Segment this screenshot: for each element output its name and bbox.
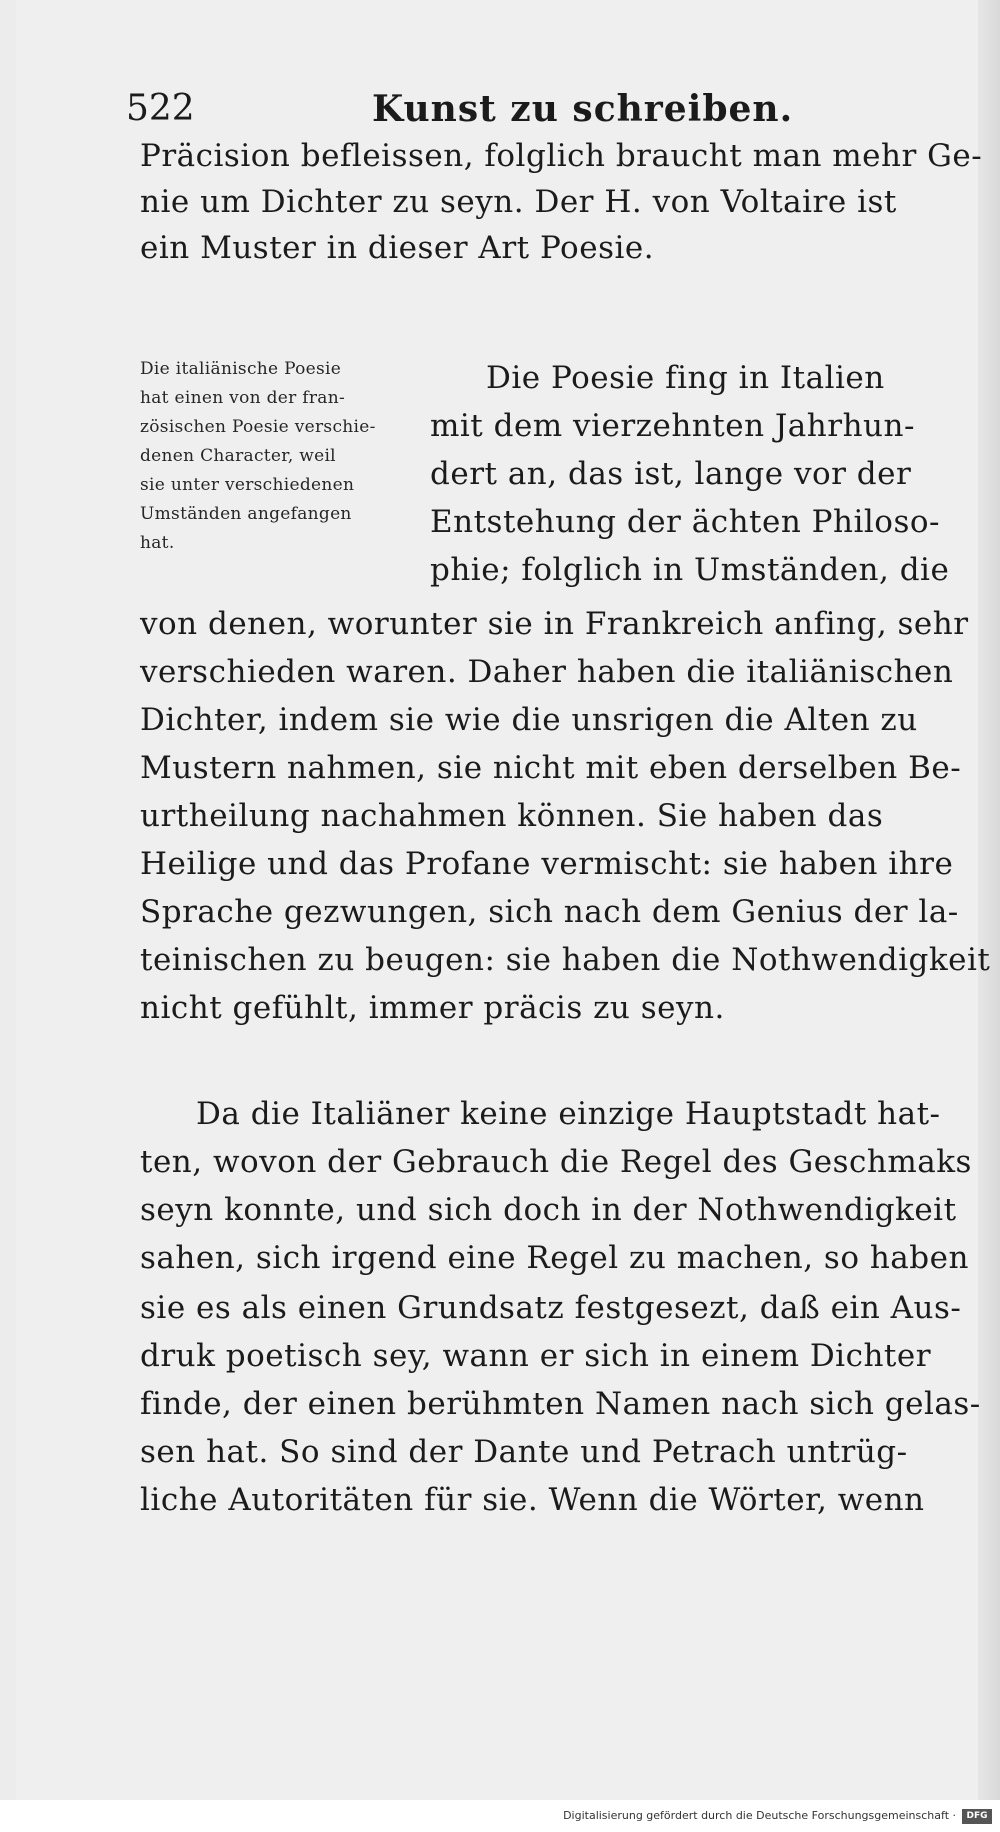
text-line: nicht gefühlt, immer präcis zu seyn. <box>140 990 725 1026</box>
margin-note-line: zösischen Poesie verschie- <box>140 417 376 437</box>
text-line: Da die Italiäner keine einzige Hauptstadt hat- <box>196 1096 941 1132</box>
text-line: Präcision befleissen, folglich braucht man mehr Ge- <box>140 138 983 174</box>
page-number: 522 <box>126 88 195 129</box>
margin-note-line: sie unter verschiedenen <box>140 475 355 495</box>
text-line: von denen, worunter sie in Frankreich anfing, sehr <box>140 606 969 642</box>
text-line: Entstehung der ächten Philoso- <box>430 504 941 540</box>
text-line: Dichter, indem sie wie die unsrigen die Alten zu <box>140 702 918 738</box>
page-header <box>126 88 926 138</box>
text-line: teinischen zu beugen: sie haben die Nothwendigkeit <box>140 942 991 978</box>
text-line: Sprache gezwungen, sich nach dem Genius der la- <box>140 894 959 930</box>
text-line: sen hat. So sind der Dante und Petrach untrüg- <box>140 1434 908 1470</box>
text-line: finde, der einen berühmten Namen nach sich gelas- <box>140 1386 981 1422</box>
margin-note-line: denen Character, weil <box>140 446 336 466</box>
text-line: sie es als einen Grundsatz festgesezt, daß ein Aus- <box>140 1290 962 1326</box>
text-line: seyn konnte, und sich doch in der Nothwendigkeit <box>140 1192 957 1228</box>
margin-note-line: hat einen von der fran- <box>140 388 345 408</box>
digitization-footer <box>0 1800 1000 1832</box>
text-line: ten, wovon der Gebrauch die Regel des Geschmaks <box>140 1144 972 1180</box>
digitization-credit: Digitalisierung gefördert durch die Deutsche Forschungsgemeinschaft · <box>563 1809 956 1822</box>
text-line: liche Autoritäten für sie. Wenn die Wörter, wenn <box>140 1482 925 1518</box>
running-title: Kunst zu schreiben. <box>372 88 794 130</box>
text-line: Die Poesie fing in Italien <box>486 360 885 396</box>
text-line: mit dem vierzehnten Jahrhun- <box>430 408 915 444</box>
text-line: Mustern nahmen, sie nicht mit eben derselben Be- <box>140 750 962 786</box>
margin-note-line: hat. <box>140 533 175 553</box>
text-line: sahen, sich irgend eine Regel zu machen, so haben <box>140 1240 969 1276</box>
margin-note-line: Umständen angefangen <box>140 504 352 524</box>
text-line: Heilige und das Profane vermischt: sie haben ihre <box>140 846 954 882</box>
text-line: ein Muster in dieser Art Poesie. <box>140 230 655 266</box>
text-line: dert an, das ist, lange vor der <box>430 456 912 492</box>
margin-note <box>140 355 410 558</box>
text-line: urtheilung nachahmen können. Sie haben das <box>140 798 884 834</box>
page-edge <box>978 0 1000 1800</box>
text-line: phie; folglich in Umständen, die <box>430 552 950 588</box>
text-line: verschieden waren. Daher haben die italiänischen <box>140 654 954 690</box>
margin-note-line: Die italiänische Poesie <box>140 359 342 379</box>
text-line: nie um Dichter zu seyn. Der H. von Voltaire ist <box>140 184 897 220</box>
text-line: druk poetisch sey, wann er sich in einem Dichter <box>140 1338 932 1374</box>
dfg-logo: DFG <box>962 1809 992 1824</box>
